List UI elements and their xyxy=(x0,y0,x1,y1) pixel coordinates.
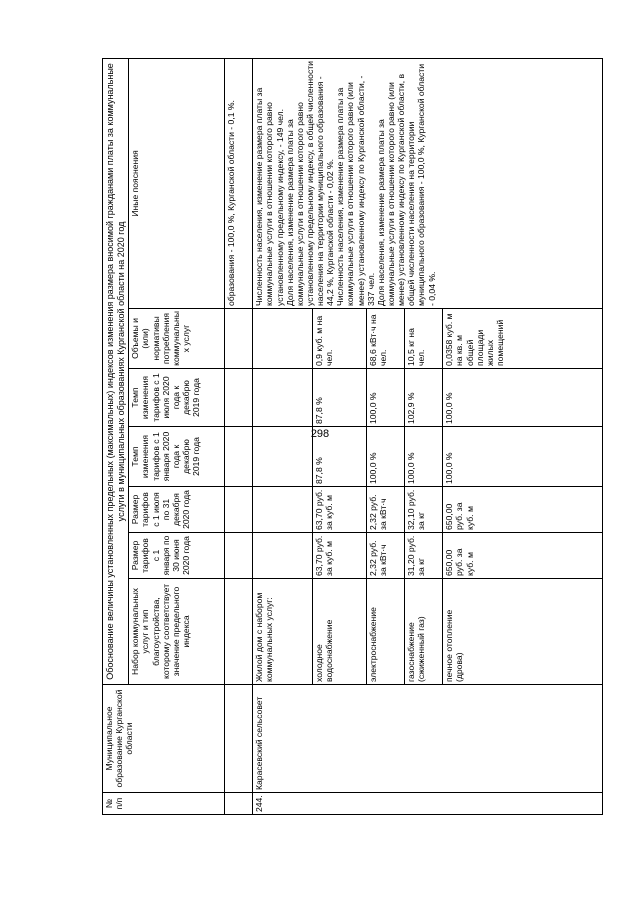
rate-jan-header: Темп изменения тарифов с 1 января 2020 года к декабрю 2019 года xyxy=(129,427,225,487)
tariff-jan-header: Размер тарифов с 1 января по 30 июня 2020 года xyxy=(129,533,225,579)
tariff-jul: 63,70 руб. за куб. м xyxy=(313,487,367,533)
tariff-jan: 31,20 руб. за кг xyxy=(405,533,443,579)
rate-jul-header: Темп изменения тарифов с 1 июля 2020 года к декабрю 2019 года xyxy=(129,369,225,427)
empty-cell xyxy=(253,427,313,487)
municipality-header: Муниципальное образование Курганской области xyxy=(103,685,225,793)
empty-cell xyxy=(253,533,313,579)
municipality-name: Карасевский сельсовет xyxy=(253,685,603,793)
empty-cell xyxy=(225,309,253,369)
tariff-jan: 2,32 руб. за кВт·ч xyxy=(367,533,405,579)
rate-jul: 100,0 % xyxy=(443,369,603,427)
volumes-header: Объемы и (или) нормативы потребления коммунальных услуг xyxy=(129,309,225,369)
notes-header: Иные пояснения xyxy=(129,58,225,308)
empty-cell xyxy=(225,487,253,533)
num-header: № п/п xyxy=(103,793,225,815)
empty-cell xyxy=(253,309,313,369)
tariff-table xyxy=(102,58,603,815)
volume: 0,9 куб. м на чел. xyxy=(313,309,367,369)
volume: 68,6 кВт·ч на чел. xyxy=(367,309,405,369)
volume: 0,0358 куб. м на кв. м общей площади жилых помещений xyxy=(443,309,603,369)
service-name: холодное водоснабжение xyxy=(313,579,367,685)
rate-jan: 100,0 % xyxy=(367,427,405,487)
tariff-jan: 650,00 руб. за куб. м xyxy=(443,533,603,579)
tariff-jan: 63,70 руб. за куб. м xyxy=(313,533,367,579)
carry-over-row xyxy=(225,58,253,814)
rate-jul: 102,9 % xyxy=(405,369,443,427)
empty-cell xyxy=(253,369,313,427)
volume: 10,5 кг на чел. xyxy=(405,309,443,369)
empty-cell xyxy=(225,685,253,793)
empty-cell xyxy=(225,793,253,815)
empty-cell xyxy=(225,369,253,427)
table-title: Обоснование величины установленных предельных (максимальных) индексов изменения размера вносимой гражданами платы за коммунальные услуги в муниципальных образованиях Курганской области на 2020 год xyxy=(103,58,129,684)
title-row xyxy=(103,58,129,814)
service-name: электроснабжение xyxy=(367,579,405,685)
rate-jul: 100,0 % xyxy=(367,369,405,427)
service-name: газоснабжение (сжиженный газ) xyxy=(405,579,443,685)
rate-jul: 87,8 % xyxy=(313,369,367,427)
house-type: Жилой дом с набором коммунальных услуг: xyxy=(253,579,313,685)
tariff-jul: 2,32 руб. за кВт·ч xyxy=(367,487,405,533)
page-number: 298 xyxy=(310,428,330,440)
rate-jan: 100,0 % xyxy=(405,427,443,487)
rotated-page xyxy=(102,59,622,815)
entry-row xyxy=(253,58,313,814)
tariff-jul-header: Размер тарифов с 1 июля по 31 декабря 2020 года xyxy=(129,487,225,533)
empty-cell xyxy=(225,579,253,685)
entry-number: 244. xyxy=(253,793,603,815)
carry-over-note: образования - 100,0 %, Курганской области - 0,1 %. xyxy=(225,58,253,308)
empty-cell xyxy=(225,533,253,579)
rate-jan: 87,8 % xyxy=(313,427,367,487)
tariff-jul: 32,10 руб. за кг xyxy=(405,487,443,533)
empty-cell xyxy=(225,427,253,487)
service-name: печное отопление (дрова) xyxy=(443,579,603,685)
rate-jan: 100,0 % xyxy=(443,427,603,487)
service-set-header: Набор коммунальных услуг и тип благоустройства, которому соответствует значение предельного индекса xyxy=(129,579,225,685)
empty-cell xyxy=(253,487,313,533)
tariff-jul: 650,00 руб. за куб. м xyxy=(443,487,603,533)
notes-text: Численность населения, изменение размера платы за коммунальные услуги в отношении которого равно установленному предельному индексу, - 149 чел. Доля населения, изменение размера платы за коммунальные услуги в отношении которого равно установленному предельному индексу, в общей численности населения на территории муниципального образования - 44,2 %, Курганской области - 0,02 %. Численность населения, изменение размера платы за коммунальные услуги в отношении которого равно (или менее) установленному индексу по Курганской области, - 337 чел. Доля населения, изменение размера платы за коммунальные услуги в отношении которого равно (или менее) установленному индексу по Курганской области, в общей численности населения на территории муниципального образования - 100,0 %, Курганской области - 0,04 %. xyxy=(253,58,603,308)
